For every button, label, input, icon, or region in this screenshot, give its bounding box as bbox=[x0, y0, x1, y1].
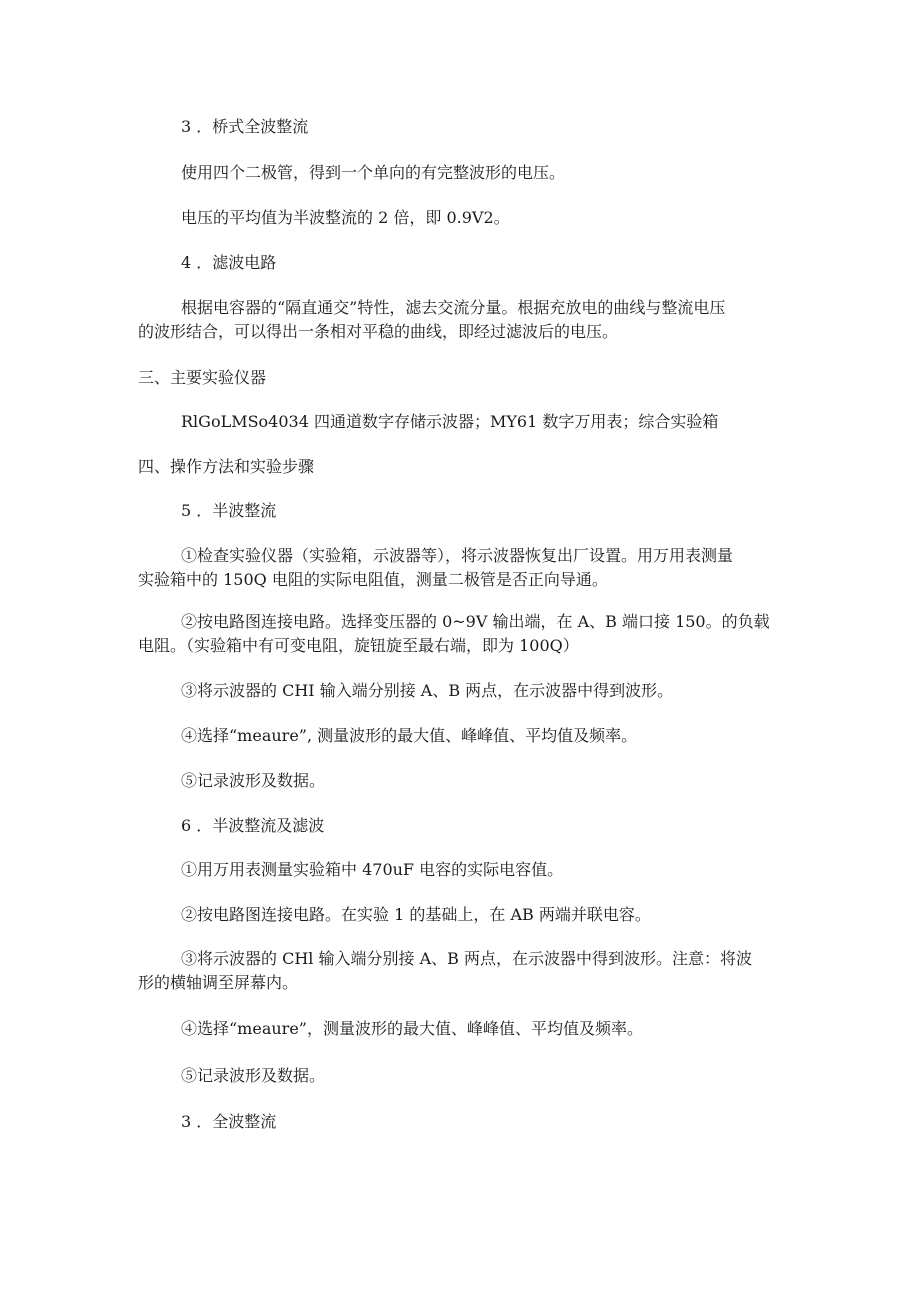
step: ⑤记录波形及数据。 bbox=[181, 1066, 326, 1085]
section-heading-half-wave: 5 ．半波整流 bbox=[181, 501, 277, 520]
chapter-heading-procedure: 四、操作方法和实验步骤 bbox=[138, 457, 315, 476]
step-line: 实验箱中的 150Q 电阻的实际电阻值，测量二极管是否正向导通。 bbox=[138, 570, 608, 589]
section-heading-half-wave-filter: 6 ．半波整流及滤波 bbox=[181, 816, 325, 835]
section-heading-bridge-rectifier: 3 ．桥式全波整流 bbox=[181, 117, 309, 136]
step: ④选择“meaure”，测量波形的最大值、峰峰值、平均值及频率。 bbox=[181, 1019, 643, 1038]
step-line: 形的横轴调至屏幕内。 bbox=[138, 973, 299, 992]
section-heading-filter-circuit: 4 ．滤波电路 bbox=[181, 253, 277, 272]
step: ②按电路图连接电路。在实验 1 的基础上，在 AB 两端并联电容。 bbox=[181, 905, 651, 924]
paragraph-line: 根据电容器的“隔直通交”特性，滤去交流分量。根据充放电的曲线与整流电压 bbox=[181, 298, 726, 317]
step: ③将示波器的 CHI 输入端分别接 A、B 两点，在示波器中得到波形。 bbox=[181, 681, 674, 700]
step-line: ②按电路图连接电路。选择变压器的 0~9V 输出端，在 A、B 端口接 150。的负载 bbox=[181, 612, 770, 631]
step-line: ③将示波器的 CHl 输入端分别接 A、B 两点，在示波器中得到波形。注意：将波 bbox=[181, 949, 752, 968]
paragraph-line: 的波形结合，可以得出一条相对平稳的曲线，即经过滤波后的电压。 bbox=[138, 322, 619, 341]
section-heading-full-wave: 3 ．全波整流 bbox=[181, 1112, 277, 1131]
paragraph: RlGoLMSo4034 四通道数字存储示波器；MY61 数字万用表；综合实验箱 bbox=[181, 412, 719, 431]
step-line: ①检查实验仪器（实验箱，示波器等），将示波器恢复出厂设置。用万用表测量 bbox=[181, 546, 734, 565]
paragraph: 电压的平均值为半波整流的 2 倍，即 0.9V2。 bbox=[181, 208, 510, 227]
step: ⑤记录波形及数据。 bbox=[181, 771, 326, 790]
step-line: 电阻。（实验箱中有可变电阻，旋钮旋至最右端，即为 100Q） bbox=[138, 636, 579, 655]
chapter-heading-instruments: 三、主要实验仪器 bbox=[138, 368, 267, 387]
step: ④选择“meaure”, 测量波形的最大值、峰峰值、平均值及频率。 bbox=[181, 726, 638, 745]
step: ①用万用表测量实验箱中 470uF 电容的实际电容值。 bbox=[181, 860, 564, 879]
paragraph: 使用四个二极管，得到一个单向的有完整波形的电压。 bbox=[181, 163, 566, 182]
